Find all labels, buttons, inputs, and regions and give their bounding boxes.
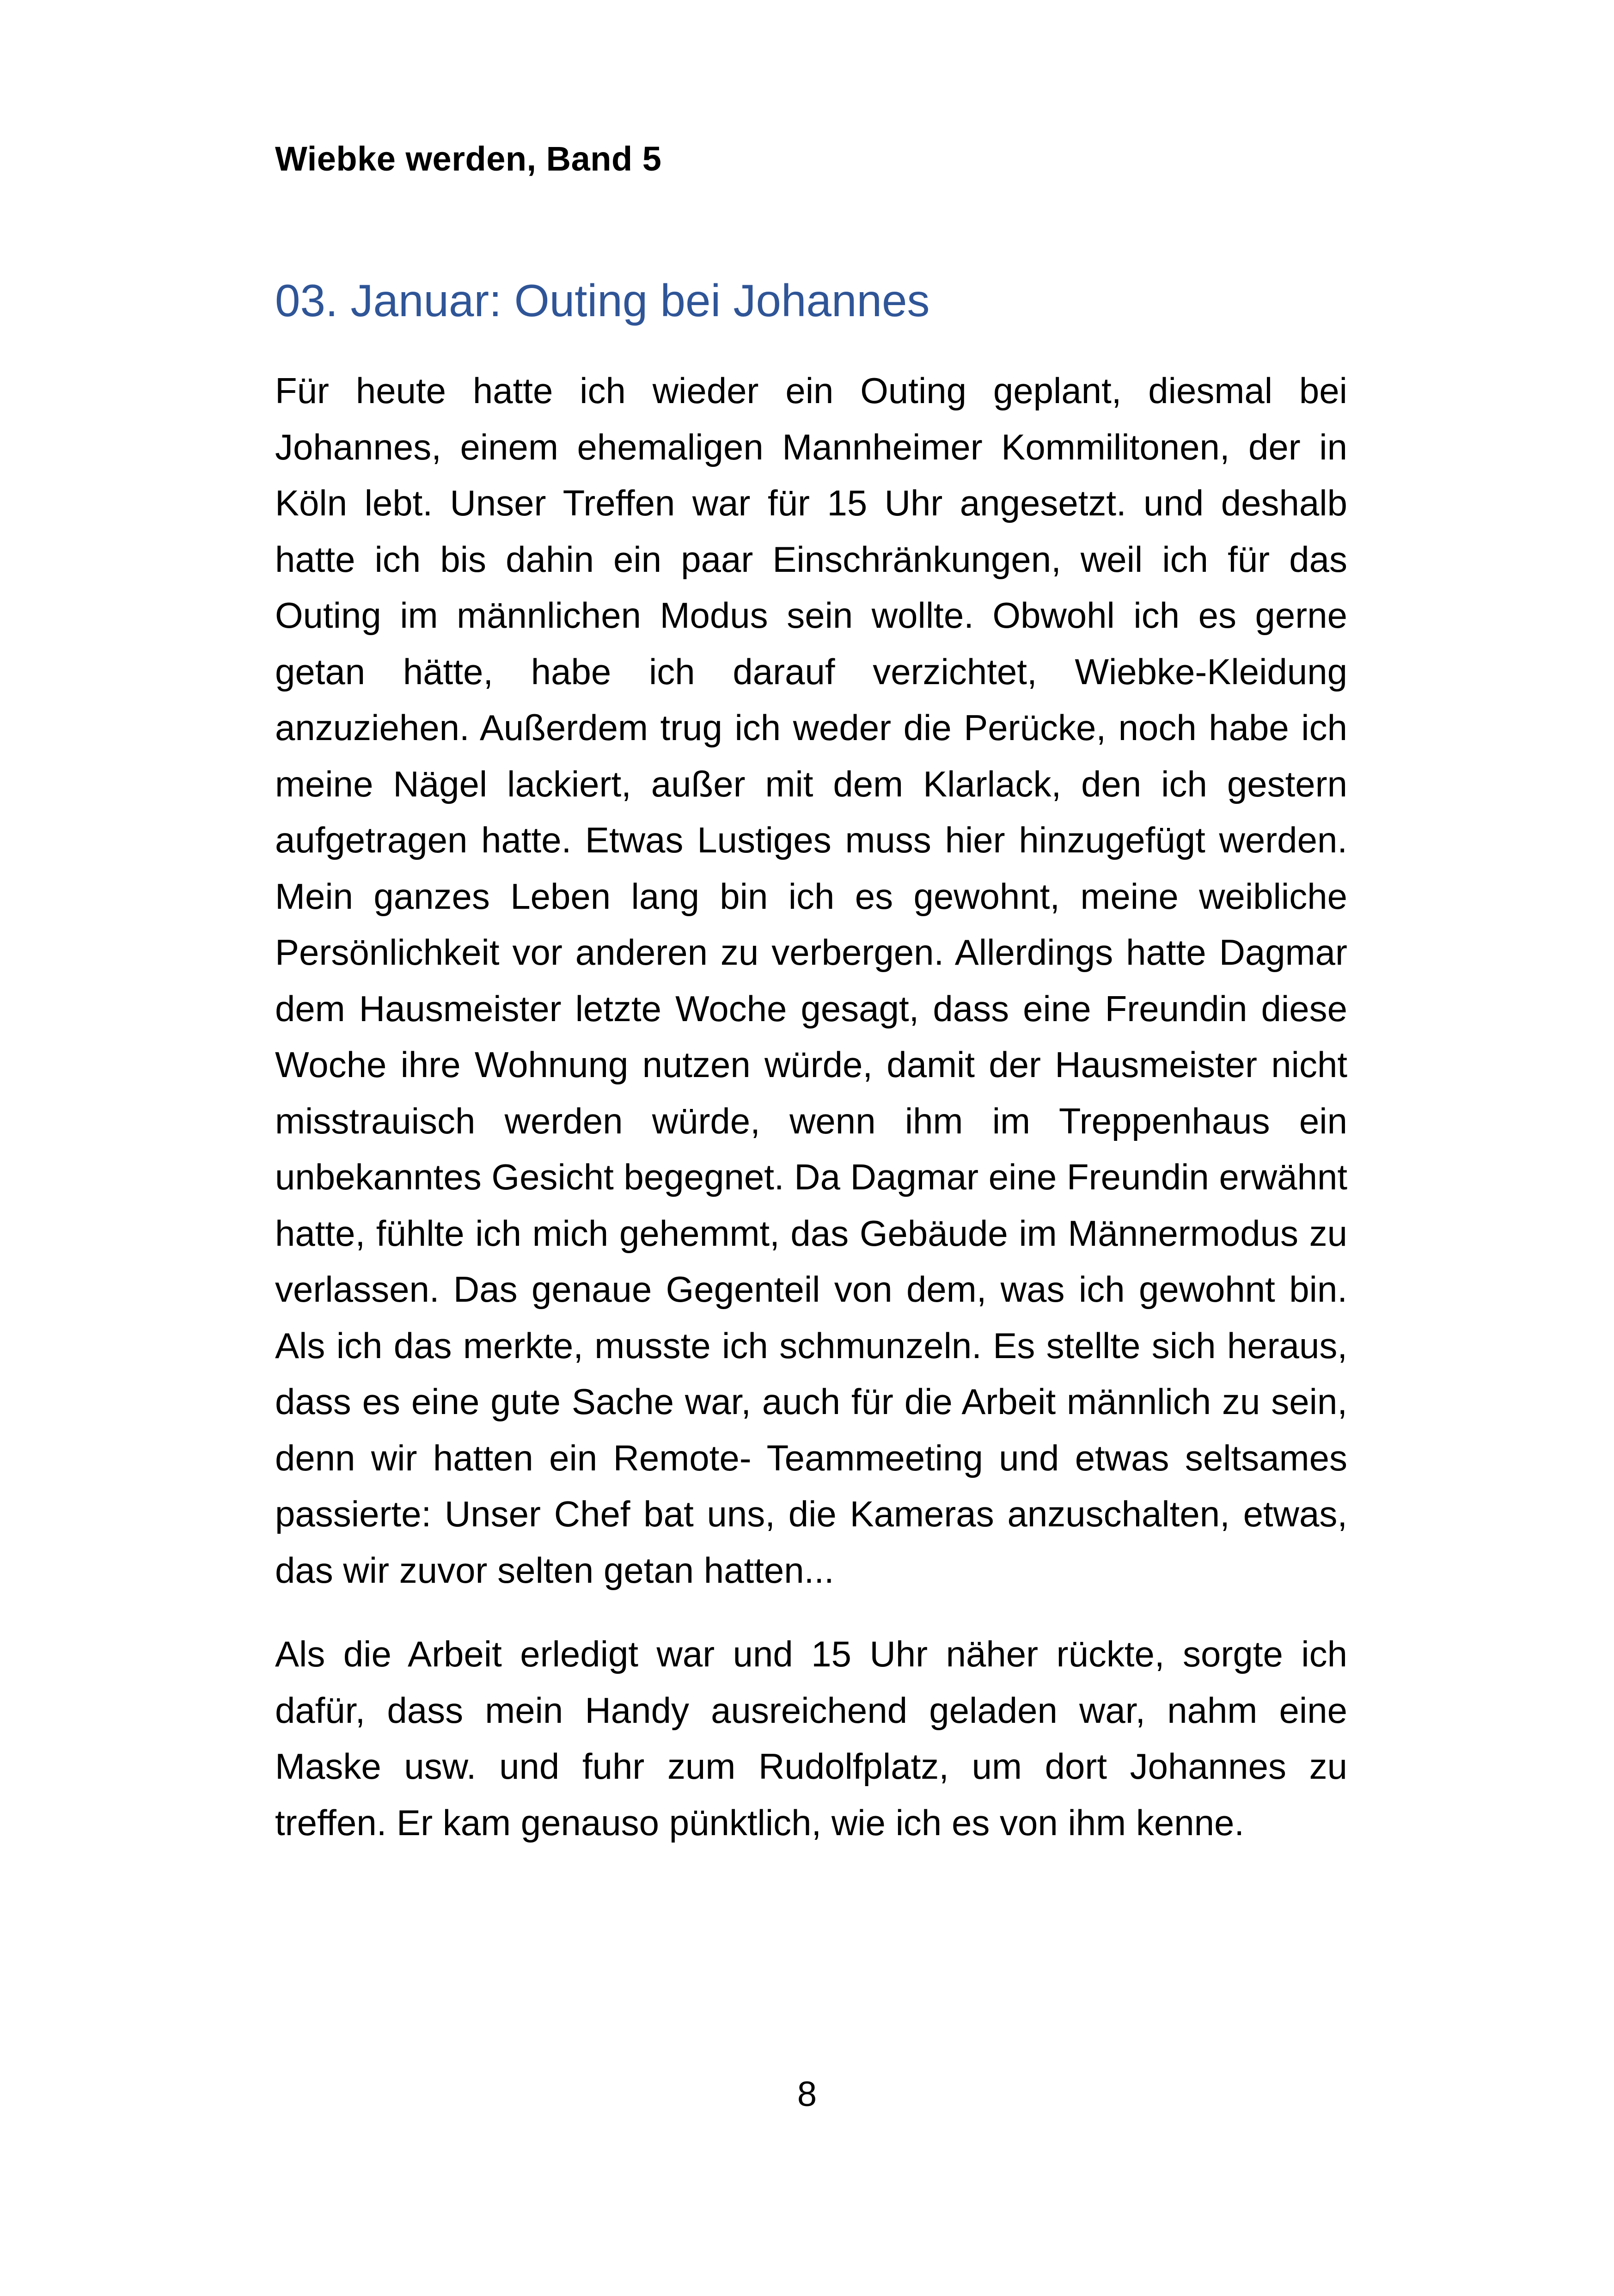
- body-text: [275, 363, 1347, 1879]
- chapter-title: 03. Januar: Outing bei Johannes: [275, 275, 930, 326]
- running-header: Wiebke werden, Band 5: [275, 140, 662, 178]
- paragraph: Als die Arbeit erledigt war und 15 Uhr näher rückte, sorgte ich dafür, dass mein Handy ausreichend geladen war, nahm eine Maske usw. und fuhr zum Rudolfplatz, um dort Johannes zu treffen. Er kam genauso pünktlich, wie ich es von ihm kenne.: [275, 1634, 1347, 1843]
- paragraph: Für heute hatte ich wieder ein Outing geplant, diesmal bei Johannes, einem ehemaligen Mannheimer Kommilitonen, der in Köln lebt. Unser Treffen war für 15 Uhr angesetzt. und deshalb hatte ich bis dahin ein paar Einschränkungen, weil ich für das Outing im männlichen Modus sein wollte. Obwohl ich es gerne getan hätte, habe ich darauf verzichtet, Wiebke-Kleidung anzuziehen. Außerdem trug ich weder die Perücke, noch habe ich meine Nägel lackiert, außer mit dem Klarlack, den ich gestern aufgetragen hatte. Etwas Lustiges muss hier hinzugefügt werden. Mein ganzes Leben lang bin ich es gewohnt, meine weibliche Persönlichkeit vor anderen zu verbergen. Allerdings hatte Dagmar dem Hausmeister letzte Woche gesagt, dass eine Freundin diese Woche ihre Wohnung nutzen würde, damit der Hausmeister nicht misstrauisch werden würde, wenn ihm im Treppenhaus ein unbekanntes Gesicht begegnet. Da Dagmar eine Freundin erwähnt hatte, fühlte ich mich gehemmt, das Gebäude im Männermodus zu verlassen. Das genaue Gegenteil von dem, was ich gewohnt bin. Als ich das merkte, musste ich schmunzeln. Es stellte sich heraus, dass es eine gute Sache war, auch für die Arbeit männlich zu sein, denn wir hatten ein Remote- Teammeeting und etwas seltsames passierte: Unser Chef bat uns, die Kameras anzuschalten, etwas, das wir zuvor selten getan hatten...: [275, 370, 1347, 1591]
- page-number: 8: [797, 2075, 817, 2114]
